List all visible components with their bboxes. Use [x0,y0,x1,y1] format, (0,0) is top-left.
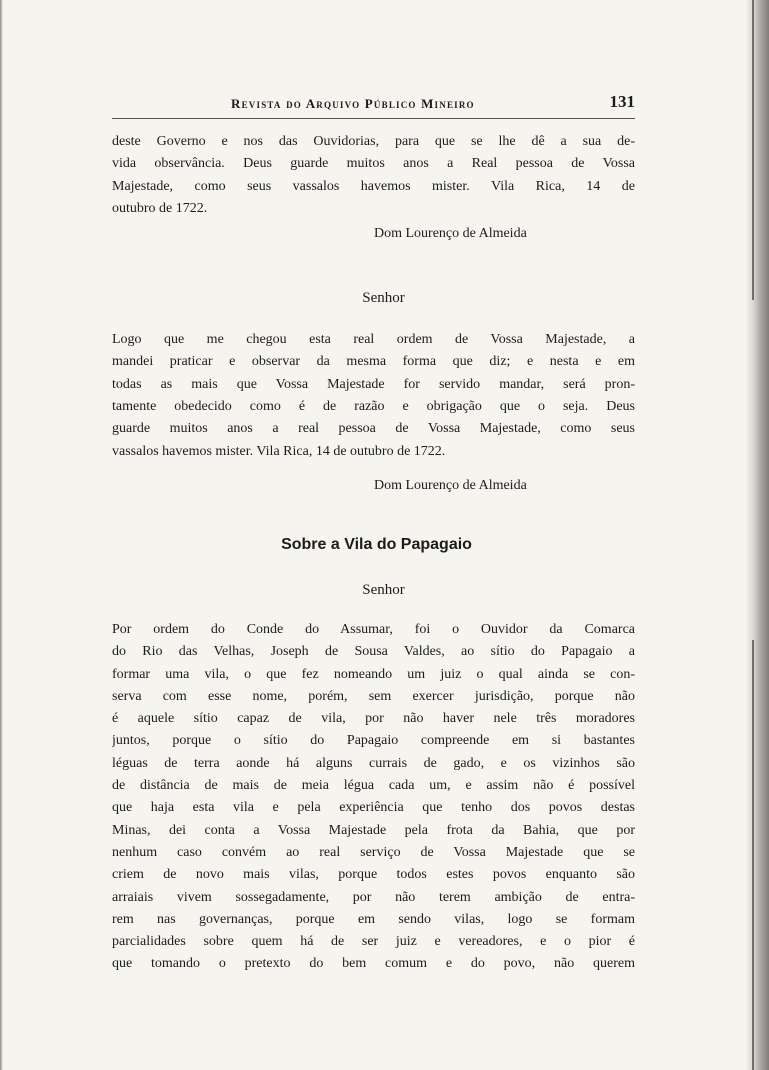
text-line: vida observância. Deus guarde muitos anos a Real pessoa de Vossa [112,156,635,172]
text-line: nenhum caso convém ao real serviço de Vossa Majestade que se [112,844,635,860]
text-line: Majestade, como seus vassalos havemos mister. Vila Rica, 14 de [112,178,635,194]
section-title: Sobre a Vila do Papagaio [281,535,472,553]
document-page [112,92,635,976]
text-line: mandei praticar e observar da mesma forma que diz; e nesta e em [112,354,635,370]
text-line: Por ordem do Conde do Assumar, foi o Ouvidor da Comarca [112,621,635,637]
paragraph-reply [112,329,635,463]
page-number: 131 [609,92,635,111]
text-line: de distância de mais de meia légua cada um, e assim não é possível [112,778,635,794]
paragraph-vila-papagaio [112,619,635,976]
text-line: deste Governo e nos das Ouvidorias, para que se lhe dê a sua de- [112,134,635,149]
page-left-edge-shadow [0,0,3,1070]
running-header [112,92,635,119]
text-line: tamente obedecido como é de razão e obrigação que o seja. Deus [112,399,635,415]
salutation: Senhor [362,581,405,598]
text-line: todas as mais que Vossa Majestade for servido mandar, será pron- [112,376,635,392]
text-line: guarde muitos anos a real pessoa de Vossa Majestade, como seus [112,421,635,437]
salutation: Senhor [362,290,405,307]
text-line: rem nas governanças, porque em sendo vilas, logo se formam [112,911,635,927]
signature: Dom Lourenço de Almeida [374,226,527,242]
text-line: formar uma vila, o que fez nomeando um juiz o qual ainda se con- [112,666,635,682]
gutter-line [752,0,754,300]
page-gutter-shadow [745,0,769,1070]
signature: Dom Lourenço de Almeida [374,477,527,493]
gutter-line [752,640,754,1070]
text-line: é aquele sítio capaz de vila, por não haver nele três moradores [112,711,635,727]
running-title: Revista do Arquivo Público Mineiro [231,96,475,111]
text-line: Logo que me chegou esta real ordem de Vossa Majestade, a [112,332,635,348]
text-line: vassalos havemos mister. Vila Rica, 14 de outubro de 1722. [112,443,446,459]
text-line: arraiais vivem sossegadamente, por não terem ambição de entra- [112,889,635,905]
text-line: outubro de 1722. [112,200,208,216]
text-line: que tomando o pretexto do bem comum e do povo, não querem [112,956,635,972]
paragraph-letter-close [112,131,635,220]
text-line: Minas, dei conta a Vossa Majestade pela frota da Bahia, que por [112,822,635,838]
text-line: criem de novo mais vilas, porque todos estes povos enquanto são [112,867,635,883]
text-line: serva com esse nome, porém, sem exercer jurisdição, porque não [112,688,635,704]
text-line: léguas de terra aonde há alguns currais de gado, e os vizinhos são [112,755,635,771]
text-line: juntos, porque o sítio do Papagaio compreende em si bastantes [112,733,635,749]
text-line: do Rio das Velhas, Joseph de Sousa Valdes, ao sítio do Papagaio a [112,644,635,660]
text-line: que haja esta vila e pela experiência que tenho dos povos destas [112,800,635,816]
text-line: parcialidades sobre quem há de ser juiz e vereadores, e o pior é [112,934,635,950]
